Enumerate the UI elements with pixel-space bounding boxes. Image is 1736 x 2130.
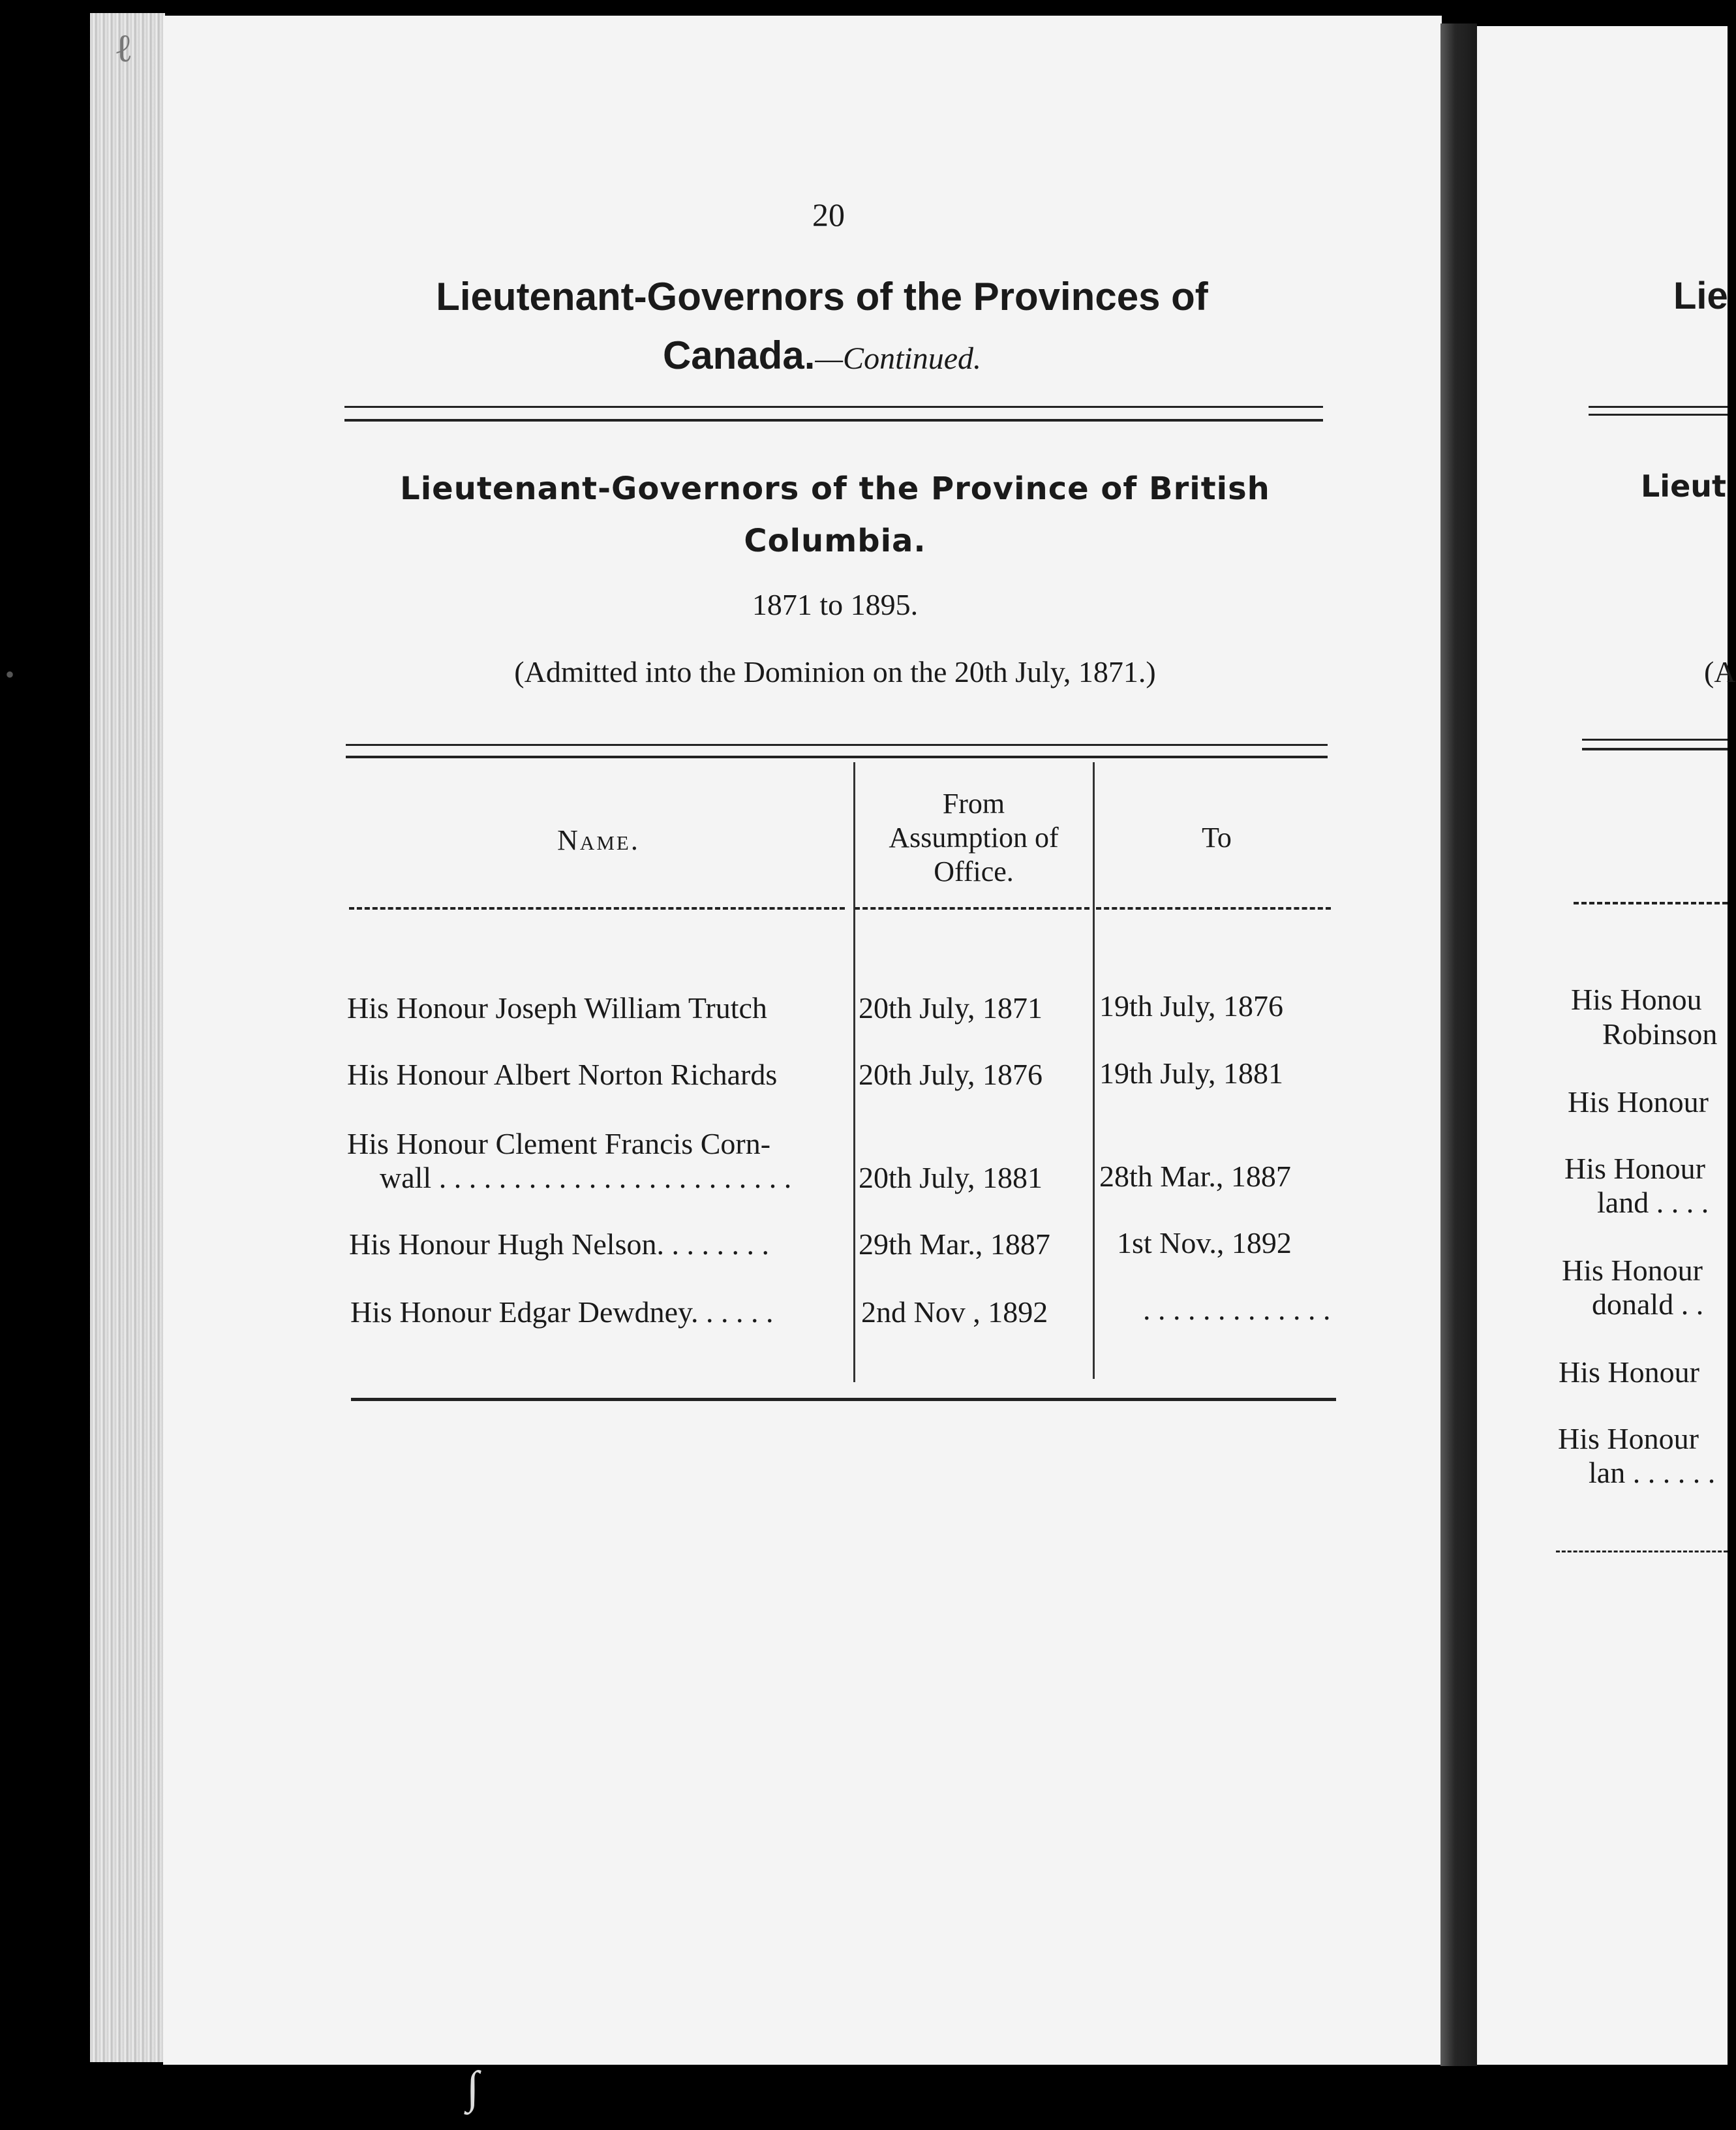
row-2-name: His Honour Albert Norton Richards <box>347 1058 778 1091</box>
header-to: To <box>1202 822 1232 854</box>
scan-mark: ℓ <box>114 27 133 70</box>
table-rule-top <box>346 744 1328 746</box>
row-5-name: His Honour Edgar Dewdney. . . . . . <box>350 1295 774 1329</box>
table-rule-bottom <box>351 1398 1336 1401</box>
heading-continued: —Continued. <box>815 341 982 376</box>
right-dash-rule <box>1574 902 1728 904</box>
page-number: 20 <box>812 196 845 233</box>
scan-mark: ∫ <box>466 2063 480 2113</box>
page-heading-line2 <box>365 333 1279 378</box>
table-rule-top-2 <box>346 756 1328 758</box>
header-rule-to <box>1096 907 1331 910</box>
row-1-name: His Honour Joseph William Trutch <box>347 991 767 1025</box>
right-rule-1 <box>1589 406 1728 408</box>
row-3-from: 20th July, 1881 <box>859 1161 1043 1194</box>
row-4-to: 1st Nov., 1892 <box>1117 1226 1292 1259</box>
right-rule-2 <box>1589 414 1728 416</box>
book-gutter <box>1440 23 1477 2066</box>
right-page-note-fragment: (A <box>1704 655 1736 688</box>
right-line-6: His Honour <box>1562 1254 1703 1287</box>
right-page-section-fragment: Lieut <box>1641 469 1727 504</box>
page-edges <box>90 13 165 2062</box>
section-title-line1: Lieutenant-Governors of the Province of British <box>400 471 1270 507</box>
right-line-3: His Honour <box>1568 1085 1709 1119</box>
page-heading-line1: Lieutenant-Governors of the Provinces of <box>436 275 1208 318</box>
row-5-from: 2nd Nov , 1892 <box>861 1295 1048 1329</box>
header-name: Name. <box>557 824 640 856</box>
section-title-line2: Columbia. <box>744 523 926 559</box>
section-note: (Admitted into the Dominion on the 20th July, 1871.) <box>514 655 1156 688</box>
row-1-to: 19th July, 1876 <box>1099 989 1283 1023</box>
header-rule-name <box>349 907 845 910</box>
header-from-1: From <box>942 788 1005 820</box>
right-line-10: lan . . . . . . <box>1589 1456 1716 1489</box>
right-line-5: land . . . . <box>1597 1186 1709 1219</box>
row-5-to: . . . . . . . . . . . . . <box>1143 1293 1331 1326</box>
row-4-name: His Honour Hugh Nelson. . . . . . . . <box>349 1227 769 1261</box>
section-years: 1871 to 1895. <box>752 588 919 621</box>
header-rule-from <box>855 907 1089 910</box>
right-line-9: His Honour <box>1558 1422 1699 1455</box>
right-line-8: His Honour <box>1559 1355 1699 1389</box>
right-rule-3 <box>1582 739 1728 741</box>
right-line-1: His Honou <box>1571 983 1702 1016</box>
right-page-title-fragment: Lie <box>1673 275 1728 317</box>
heading-rule-bottom <box>344 419 1323 422</box>
right-rule-4 <box>1582 748 1728 750</box>
row-4-from: 29th Mar., 1887 <box>859 1227 1050 1261</box>
column-divider-2 <box>1093 762 1095 1379</box>
right-line-2: Robinson <box>1602 1017 1718 1051</box>
row-3-name: His Honour Clement Francis Corn- <box>347 1127 771 1160</box>
right-line-4: His Honour <box>1564 1152 1705 1185</box>
row-3-to: 28th Mar., 1887 <box>1099 1160 1291 1193</box>
right-bottom-rule <box>1556 1551 1728 1552</box>
row-2-to: 19th July, 1881 <box>1099 1057 1283 1090</box>
header-from-3: Office. <box>934 856 1014 888</box>
right-line-7: donald . . <box>1592 1288 1704 1321</box>
left-page <box>163 16 1442 2065</box>
heading-canada: Canada. <box>662 333 815 377</box>
row-2-from: 20th July, 1876 <box>859 1058 1043 1091</box>
header-from-2: Assumption of <box>889 822 1059 854</box>
row-1-from: 20th July, 1871 <box>859 991 1043 1025</box>
scan-mark: • <box>5 660 15 689</box>
heading-rule-top <box>344 406 1323 408</box>
row-3-name-cont: wall . . . . . . . . . . . . . . . . . . . . . . . . <box>380 1161 792 1194</box>
